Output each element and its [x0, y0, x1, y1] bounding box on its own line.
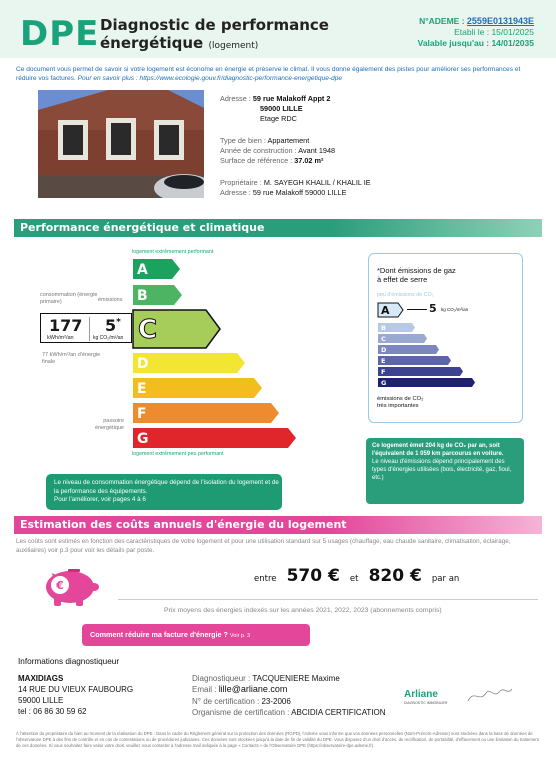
energy-class-a-arrow	[132, 258, 184, 280]
title-line1: Diagnostic de performance	[100, 16, 329, 34]
cost-entre: entre	[254, 574, 277, 584]
energy-note-link[interactable]: Pour l'améliorer, voir pages 4 à 6	[54, 496, 146, 503]
company-address2: 59000 LILLE	[18, 696, 64, 705]
address-line1: 59 rue Malakoff Appt 2	[252, 94, 331, 103]
reduce-bill-button[interactable]	[82, 624, 310, 646]
energy-class-c-letter: C	[138, 315, 158, 345]
intro-body: Ce document vous permet de savoir si votre logement est économe en énergie et préserve le climat. Il vous donne également des pistes pour améliorer ses performances et réduire vos factures.	[16, 66, 521, 82]
title-line2: énergétique	[100, 34, 204, 52]
separator	[89, 317, 90, 341]
type-value: Appartement	[267, 136, 310, 145]
annee-row	[220, 146, 371, 156]
footer-legal: À l'attention du propriétaire du bien au moment de la réalisation du DPE : Dans le cadre du Règlement général sur la protection des données (RGPD), l'Ademe vous informe que vos données personnelles (Nom-Prénom-Adresse) sont stockées dans la base de données de l'observatoire DPE à des fins de contrôle et en cas de contestations ou de procédures judiciaires. Ces données sont stockées jusqu'à la date de fin de validité du DPE. Vous disposez d'un droit d'accès, de rectification, de portabilité, d'effacement ou une limitation du traitement de ces données. Si vous souhaitez faire valoir votre droit, veuillez nous contacter à l'adresse mail indiquée à la page « Contacts » de l'Observatoire DPE (https://observatoire-dpe.ademe.fr).	[16, 731, 539, 748]
co2-class-c-letter: C	[381, 335, 386, 343]
diag-cert-label: N° de certification :	[192, 696, 260, 706]
energy-class-f-arrow	[132, 402, 283, 424]
diag-org-value: ABCIDIA CERTIFICATION	[291, 708, 386, 718]
document-title	[100, 16, 360, 55]
property-photo	[38, 90, 204, 198]
ademe-block	[418, 16, 534, 49]
valable-date: Valable jusqu'au : 14/01/2035	[417, 38, 534, 48]
conso-value: 177	[49, 316, 83, 335]
reduce-bill-label: Comment réduire ma facture d'énergie ?	[90, 630, 228, 639]
diag-cert-value: 23-2006	[261, 696, 291, 706]
co2-unit: kg CO₂/m²/an	[441, 307, 469, 312]
co2-class-e-bar	[377, 355, 453, 366]
energy-class-f-letter: F	[137, 406, 147, 422]
svg-text:€: €	[56, 579, 64, 592]
co2-class-b-bar	[377, 322, 417, 333]
co2-title-line1: *Dont émissions de gaz	[377, 266, 456, 275]
co2-scale-bottom-1: émissions de CO₂	[377, 396, 424, 402]
bottom-scale-label: logement extrêmement peu performant	[132, 451, 224, 457]
conso-label: consommation (énergie primaire)	[40, 292, 98, 305]
cost-et: et	[349, 574, 359, 584]
diag-email-label: Email :	[192, 685, 217, 695]
energy-class-e-letter: E	[137, 381, 147, 397]
intro-link[interactable]: Pour en savoir plus : https://www.ecologie.gouv.fr/diagnostic-performance-energetique-dpe	[77, 75, 343, 82]
energy-note-text	[54, 479, 282, 505]
ademe-label: N°ADEME :	[419, 16, 465, 26]
header	[0, 0, 556, 58]
energy-class-d-arrow	[132, 352, 249, 374]
energy-class-e-arrow	[132, 377, 266, 399]
energy-note-body: Le niveau de consommation énergétique dépend de l'isolation du logement et de la performance des équipements.	[54, 479, 279, 495]
co2-value: 5	[429, 302, 437, 315]
costs-description: Les coûts sont estimés en fonction des caractéristiques de votre logement et pour une utilisation standard sur 5 usages (chauffage, eau chaude sanitaire, climatisation, éclairage, auxiliaires) voir p.3 pour voir les détails par poste.	[16, 538, 511, 554]
proprio-row	[220, 178, 371, 188]
annee-label: Année de construction :	[220, 146, 297, 155]
energy-class-a-letter: A	[137, 262, 148, 278]
diagnostiqueur-title: Informations diagnostiqueur	[18, 657, 120, 666]
company-info	[18, 673, 133, 717]
surface-row	[220, 156, 371, 166]
co2-note	[366, 438, 524, 504]
company-address1: 14 RUE DU VIEUX FAUBOURG	[18, 685, 134, 694]
proprio-address-value: 59 rue Malakoff 59000 LILLE	[252, 188, 347, 197]
co2-class-d-bar	[377, 344, 441, 355]
co2-class-c-bar	[377, 333, 429, 344]
final-energy-note: 77 kWh/m²/an d'énergie finale	[42, 352, 101, 365]
dpe-logo: DPE	[20, 14, 100, 54]
proprio-address-label: Adresse :	[220, 188, 251, 197]
co2-class-g-bar	[377, 377, 477, 388]
energy-class-c-arrow	[132, 309, 224, 349]
co2-scale-bottom	[377, 396, 423, 410]
address-line3: Etage RDC	[260, 114, 297, 123]
arliane-logo: Arliane	[404, 689, 438, 700]
arliane-logo-sub: DIAGNOSTIC IMMOBILIER	[404, 701, 448, 705]
co2-scale-bottom-2: très importantes	[377, 403, 419, 409]
diag-name-label: Diagnostiqueur :	[192, 674, 251, 683]
co2-value-marker	[407, 309, 427, 310]
co2-class-f-letter: F	[381, 368, 386, 376]
cost-range	[254, 566, 459, 586]
type-label: Type de bien :	[220, 136, 266, 145]
emissions-label: émissions	[98, 297, 123, 303]
co2-class-a-letter: A	[381, 304, 390, 317]
address-label: Adresse :	[220, 94, 251, 103]
cost-average-note: Prix moyens des énergies indexés sur les années 2021, 2022, 2023 (abonnements compris)	[164, 607, 442, 614]
diag-org-label: Organisme de certification :	[192, 708, 290, 718]
co2-class-a-bar	[377, 302, 405, 318]
energy-class-b-arrow	[132, 284, 186, 306]
emissions-value	[105, 316, 121, 335]
ademe-number-link[interactable]: 2559E0131943E	[466, 16, 534, 26]
co2-note-body: Le niveau d'émissions dépend principalement des types d'énergies utilisées (bois, électricité, gaz, fioul, etc.)	[372, 459, 512, 481]
co2-class-e-letter: E	[381, 357, 386, 365]
annee-value: Avant 1948	[298, 146, 336, 155]
energy-class-g-letter: G	[137, 431, 149, 447]
signature-icon	[466, 685, 514, 705]
emissions-star: *	[116, 317, 121, 328]
surface-label: Surface de référence :	[220, 156, 293, 165]
emissions-unit: kg CO₂/m²/an	[93, 335, 124, 341]
costs-section-header	[14, 516, 542, 534]
co2-note-bold: Ce logement émet 204 kg de CO₂ par an, soit l'équivalent de 1 059 km parcourus en voiture.	[372, 443, 504, 457]
type-row	[220, 136, 371, 146]
reduce-bill-page: Voir p. 3	[229, 633, 251, 639]
address-line2: 59000 LILLE	[260, 104, 303, 113]
diagnostiqueur-info	[192, 673, 386, 719]
co2-class-b-letter: B	[381, 324, 386, 332]
co2-note-text	[372, 442, 520, 482]
company-name: MAXIDIAGS	[18, 674, 64, 683]
passoire-label: passoire énergétique	[94, 418, 124, 431]
cost-par-an: par an	[431, 574, 460, 584]
cost-divider	[118, 599, 538, 600]
diag-name-value: TACQUENIERE Maxime	[252, 674, 340, 683]
proprio-address-row	[220, 188, 371, 198]
company-tel: tel : 06 86 30 59 62	[18, 707, 87, 716]
top-scale-label: logement extrêmement performant	[132, 249, 214, 255]
property-info	[220, 94, 371, 198]
cost-min: 570 €	[286, 566, 340, 586]
diag-email-value[interactable]: lille@arliane.com	[218, 684, 288, 695]
co2-title-line2: à effet de serre	[377, 275, 428, 284]
co2-title	[377, 266, 456, 284]
address-row	[220, 94, 371, 104]
conso-unit: kWh/m²/an	[47, 335, 74, 341]
emissions-number: 5	[105, 316, 117, 335]
energy-class-b-letter: B	[137, 288, 148, 304]
address-row-3	[220, 114, 371, 124]
consumption-box	[40, 313, 132, 343]
energy-class-d-letter: D	[137, 356, 149, 372]
performance-section-header	[14, 219, 542, 237]
etabli-date: Etabli le : 15/01/2025	[454, 27, 534, 37]
co2-scale-top: peu d'émissions de CO₂	[377, 292, 434, 298]
cost-max: 820 €	[368, 566, 422, 586]
performance-title: Performance énergétique et climatique	[20, 221, 265, 234]
co2-class-f-bar	[377, 366, 465, 377]
costs-title: Estimation des coûts annuels d'énergie du logement	[20, 518, 347, 531]
co2-class-d-letter: D	[381, 346, 387, 354]
intro-text	[16, 65, 540, 83]
proprio-value: M. SAYEGH KHALIL / KHALIL IE	[263, 178, 371, 187]
piggy-bank-icon	[38, 563, 100, 607]
energy-class-g-arrow	[132, 427, 300, 449]
surface-value: 37.02 m²	[294, 156, 324, 165]
co2-panel	[368, 253, 523, 423]
title-suffix: (logement)	[208, 41, 259, 51]
address-row-2	[220, 104, 371, 114]
co2-class-g-letter: G	[381, 379, 387, 387]
energy-note	[46, 474, 282, 510]
proprio-label: Propriétaire :	[220, 178, 262, 187]
